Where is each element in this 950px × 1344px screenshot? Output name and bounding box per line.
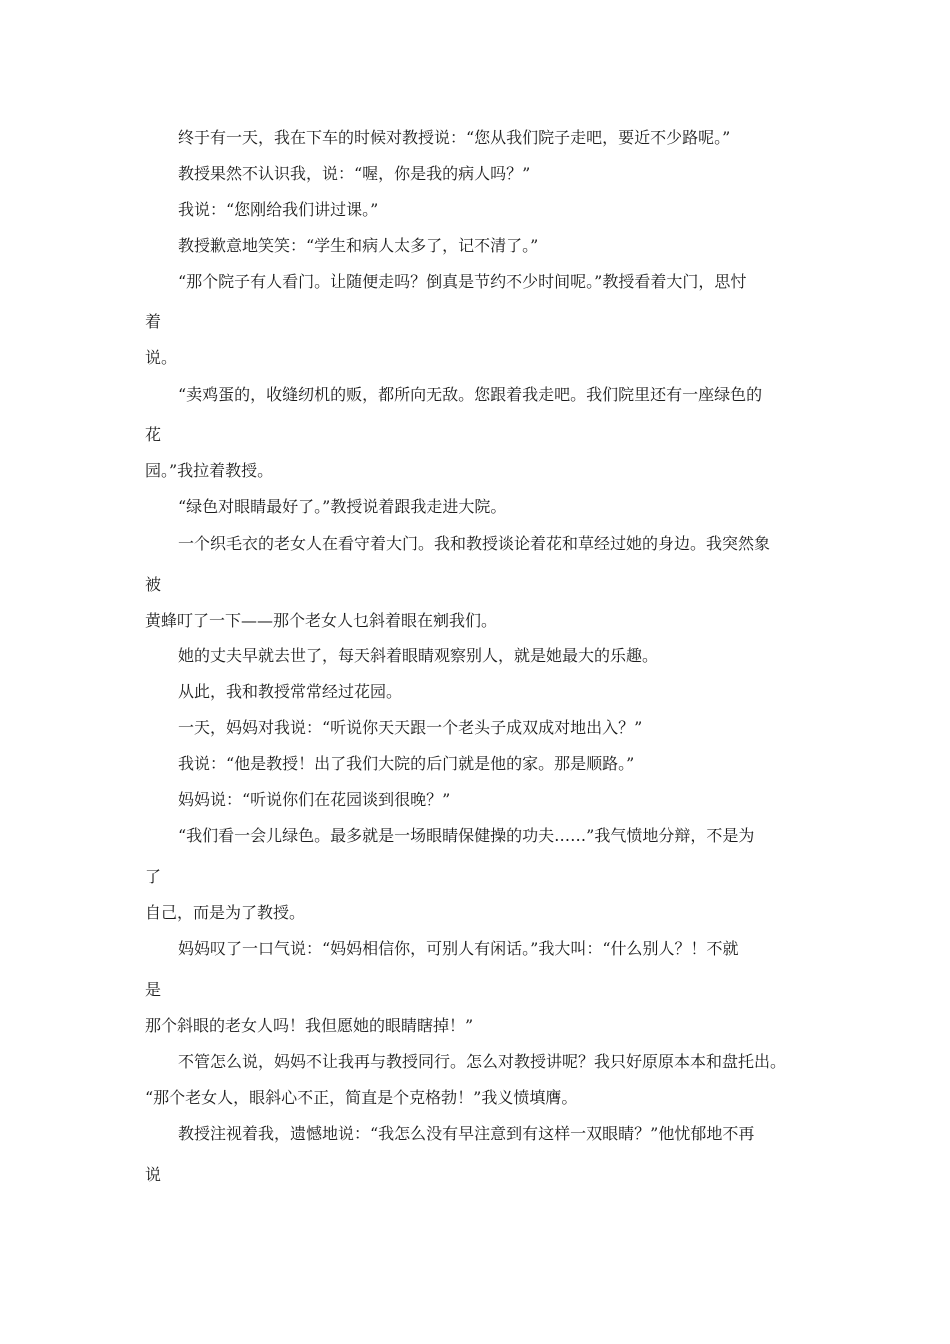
- text-line: 教授歉意地笑笑：“学生和病人太多了，记不清了。”: [178, 236, 539, 255]
- text-line: 她的丈夫早就去世了，每天斜着眼睛观察别人，就是她最大的乐趣。: [178, 646, 659, 665]
- text-line: 花: [145, 425, 162, 444]
- text-line: 不管怎么说，妈妈不让我再与教授同行。怎么对教授讲呢？我只好原原本本和盘托出。: [178, 1052, 787, 1071]
- text-line: 了: [145, 867, 162, 886]
- text-line: “绿色对眼睛最好了。”教授说着跟我走进大院。: [178, 497, 507, 516]
- text-line: 教授注视着我，遗憾地说：“我怎么没有早注意到有这样一双眼睛？”他忧郁地不再: [178, 1124, 755, 1143]
- text-line: 被: [145, 575, 162, 594]
- text-line: 园。”我拉着教授。: [145, 461, 274, 480]
- text-line: 自己，而是为了教授。: [145, 903, 306, 922]
- text-line: 是: [145, 980, 162, 999]
- text-line: 终于有一天，我在下车的时候对教授说：“您从我们院子走吧，要近不少路呢。”: [178, 128, 731, 147]
- text-line: 从此，我和教授常常经过花园。: [178, 682, 403, 701]
- text-line: 那个斜眼的老女人吗！我但愿她的眼睛瞎掉！”: [145, 1016, 474, 1035]
- text-line: 一天，妈妈对我说：“听说你天天跟一个老头子成双成对地出入？”: [178, 718, 643, 737]
- text-line: 说: [145, 1165, 162, 1184]
- text-line: 着: [145, 312, 162, 331]
- text-line: 教授果然不认识我，说：“喔，你是我的病人吗？”: [178, 164, 531, 183]
- text-line: 黄蜂叮了一下——那个老女人乜斜着眼在剜我们。: [145, 611, 498, 630]
- text-line: 我说：“您刚给我们讲过课。”: [178, 200, 379, 219]
- text-line: “卖鸡蛋的，收缝纫机的贩，都所向无敌。您跟着我走吧。我们院里还有一座绿色的: [178, 385, 763, 404]
- text-line: “我们看一会儿绿色。最多就是一场眼睛保健操的功夫……”我气愤地分辩，不是为: [178, 826, 755, 845]
- text-line: 说。: [145, 348, 178, 367]
- text-line: 妈妈叹了一口气说：“妈妈相信你，可别人有闲话。”我大叫：“什么别人？！不就: [178, 939, 739, 958]
- text-line: 我说：“他是教授！出了我们大院的后门就是他的家。那是顺路。”: [178, 754, 635, 773]
- text-line: 妈妈说：“听说你们在花园谈到很晚？”: [178, 790, 451, 809]
- text-line: 一个织毛衣的老女人在看守着大门。我和教授谈论着花和草经过她的身边。我突然象: [178, 534, 771, 553]
- text-line: “那个老女人，眼斜心不正，简直是个克格勃！”我义愤填膺。: [145, 1088, 578, 1107]
- text-line: “那个院子有人看门。让随便走吗？倒真是节约不少时间呢。”教授看着大门，思忖: [178, 272, 747, 291]
